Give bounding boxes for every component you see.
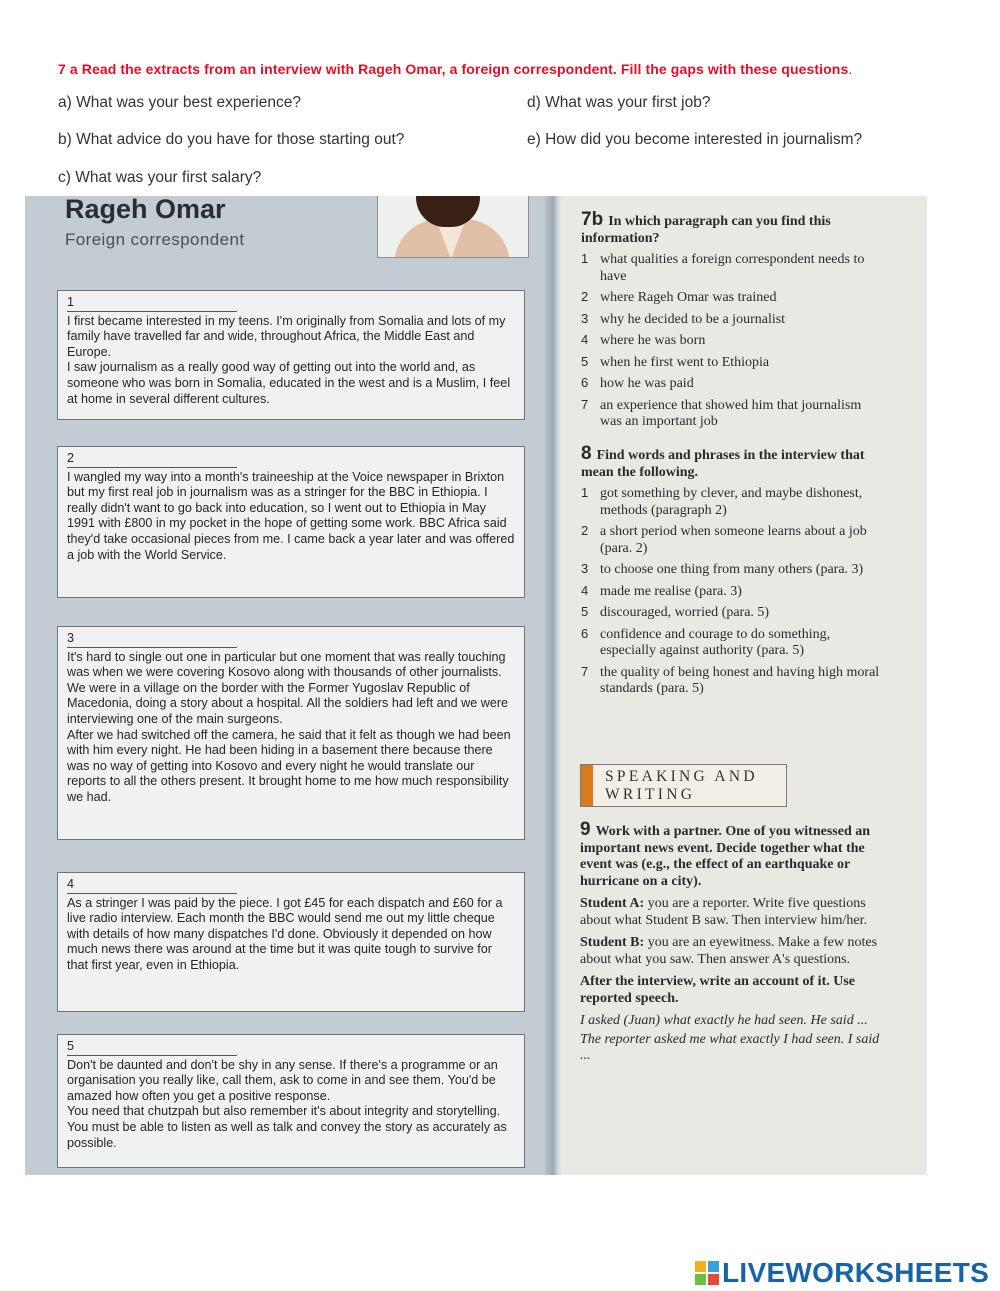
paragraph-box-4 <box>57 872 525 1012</box>
exercise-9-intro: 9 Work with a partner. One of you witnessed an important news event. Decide together what the event was (e.g., the effect of an earthquake or hurricane on a city). <box>580 819 871 889</box>
question-e: e) How did you become interested in journalism? <box>527 131 863 148</box>
paragraph-text: You need that chutzpah but also remember it's about integrity and storytelling. You must be able to listen as well as talk and convey the story as accurately as possible. <box>67 1104 507 1150</box>
article-subtitle: Foreign correspondent <box>65 230 245 249</box>
exercise-7b-item: 7 an experience that showed him that journalism was an important job <box>581 396 862 429</box>
banner-accent-bar <box>581 765 593 806</box>
exercise-8-item: 3 to choose one thing from many others (para. 3) <box>581 561 864 577</box>
logo-wordmark: LIVEWORKSHEETS <box>722 1257 990 1288</box>
answer-gap-2[interactable]: 2 <box>67 451 237 468</box>
paragraph-text: After we had switched off the camera, he said that it felt as though we had been with him every night. He had been hiding in a basement there because there was no way of getting into Kosovo and every night he would translate our reports to all the others present. It brought home to me how much responsibility we had. <box>67 727 511 804</box>
paragraph-text: I wangled my way into a month's traineeship at the Voice newspaper in Brixton but my first real job in journalism was as a stringer for the BBC in Ethiopia. I really didn't want to go back into education, so I went out to Ethiopia in May 1991 with £800 in my pocket in the hope of getting some work. BBC Africa said they'd take occasional pieces from me. I came back a year later and was offered a job with the World Service. <box>67 469 515 562</box>
exercise-8-item: 1 got something by clever, and maybe dishonest, methods (paragraph 2) <box>581 485 863 518</box>
paragraph-text: I first became interested in my teens. I'm originally from Somalia and lots of my family have travelled far and wide, throughout Africa, the Middle East and Europe. <box>67 313 506 359</box>
exercise-7b-item: 1 what qualities a foreign correspondent needs to have <box>581 251 865 284</box>
question-a: a) What was your best experience? <box>58 94 301 111</box>
question-b: b) What advice do you have for those starting out? <box>58 131 405 148</box>
question-d: d) What was your first job? <box>527 94 711 111</box>
example-sentence-2: The reporter asked me what exactly I had seen. I said ... <box>580 1031 880 1063</box>
banner-text: SPEAKING AND WRITING <box>605 768 758 803</box>
paragraph-text: It's hard to single out one in particular but one moment that was really touching was when we were covering Kosovo along with thousands of other journalists. We were in a village on the border with the Former Yugoslav Republic of Macedonia, doing a story about a hospital. All the soldiers had left and we were interviewing one of the main surgeons. <box>67 649 509 726</box>
exercise-7b-item: 2 where Rageh Omar was trained <box>581 289 777 305</box>
paragraph-box-1 <box>57 290 525 420</box>
exercise-7b-item: 5 when he first went to Ethiopia <box>581 353 770 370</box>
answer-gap-4[interactable]: 4 <box>67 877 237 894</box>
paragraph-text: I saw journalism as a really good way of getting out into the world and, as someone who was born in Somalia, educated in the west and is a Muslim, I feel at home in several different cultures. <box>67 360 511 406</box>
exercise-8 <box>581 443 881 698</box>
speaking-writing-banner <box>580 764 787 807</box>
liveworksheets-logo <box>695 1255 989 1291</box>
exercise-7b-item: 3 why he decided to be a journalist <box>581 310 786 327</box>
exercise-7b <box>581 209 881 431</box>
exercise-8-item: 4 made me realise (para. 3) <box>581 582 742 599</box>
instruction-heading: 7 a Read the extracts from an interview with Rageh Omar, a foreign correspondent. Fill the gaps with these questions. <box>58 61 853 77</box>
answer-gap-1[interactable]: 1 <box>67 295 237 312</box>
answer-gap-5[interactable]: 5 <box>67 1039 237 1056</box>
exercise-9 <box>580 819 880 1065</box>
paragraph-text: Don't be daunted and don't be shy in any sense. If there's a programme or an organisation you really like, call them, ask to come in and see them. You'd be amazed how often you get a positive response. <box>67 1057 498 1103</box>
after-interview-instructions: After the interview, write an account of it. Use reported speech. <box>580 974 856 1006</box>
exercise-8-item: 6 confidence and courage to do something, especially against authority (para. 5) <box>581 625 831 658</box>
exercise-8-item: 5 discouraged, worried (para. 5) <box>581 604 770 620</box>
paragraph-box-2 <box>57 446 525 598</box>
exercise-7b-item: 6 how he was paid <box>581 375 694 391</box>
student-a-instructions: Student A: you are a reporter. Write five questions about what Student B saw. Then interview him/her. <box>580 896 867 928</box>
example-sentence-1: I asked (Juan) what exactly he had seen. He said ... <box>580 1013 868 1028</box>
student-b-instructions: Student B: you are an eyewitness. Make a few notes about what you saw. Then answer A's questions. <box>580 935 878 967</box>
exercise-7b-item: 4 where he was born <box>581 332 706 348</box>
paragraph-box-3 <box>57 626 525 840</box>
logo-mark-icon <box>695 1261 719 1285</box>
portrait-photo <box>377 196 529 258</box>
paragraph-box-5 <box>57 1034 525 1168</box>
question-c: c) What was your first salary? <box>58 169 262 186</box>
paragraph-text: As a stringer I was paid by the piece. I got £45 for each dispatch and £60 for a live radio interview. Each month the BBC would send me out my little cheque with details of how many dispatches I'd done. Obviously it depended on how much news there was around at the time but it was quite tough to survive for that first year, even in Ethiopia. <box>67 895 503 972</box>
exercise-8-item: 7 the quality of being honest and having high moral standards (para. 5) <box>581 663 880 696</box>
answer-gap-3[interactable]: 3 <box>67 631 237 648</box>
article-title: Rageh Omar <box>65 196 226 224</box>
exercise-8-heading: 8 Find words and phrases in the interview that mean the following. <box>581 443 865 480</box>
exercise-8-item: 2 a short period when someone learns about a job (para. 2) <box>581 523 867 556</box>
exercise-7b-heading: 7b In which paragraph can you find this information? <box>581 209 831 246</box>
